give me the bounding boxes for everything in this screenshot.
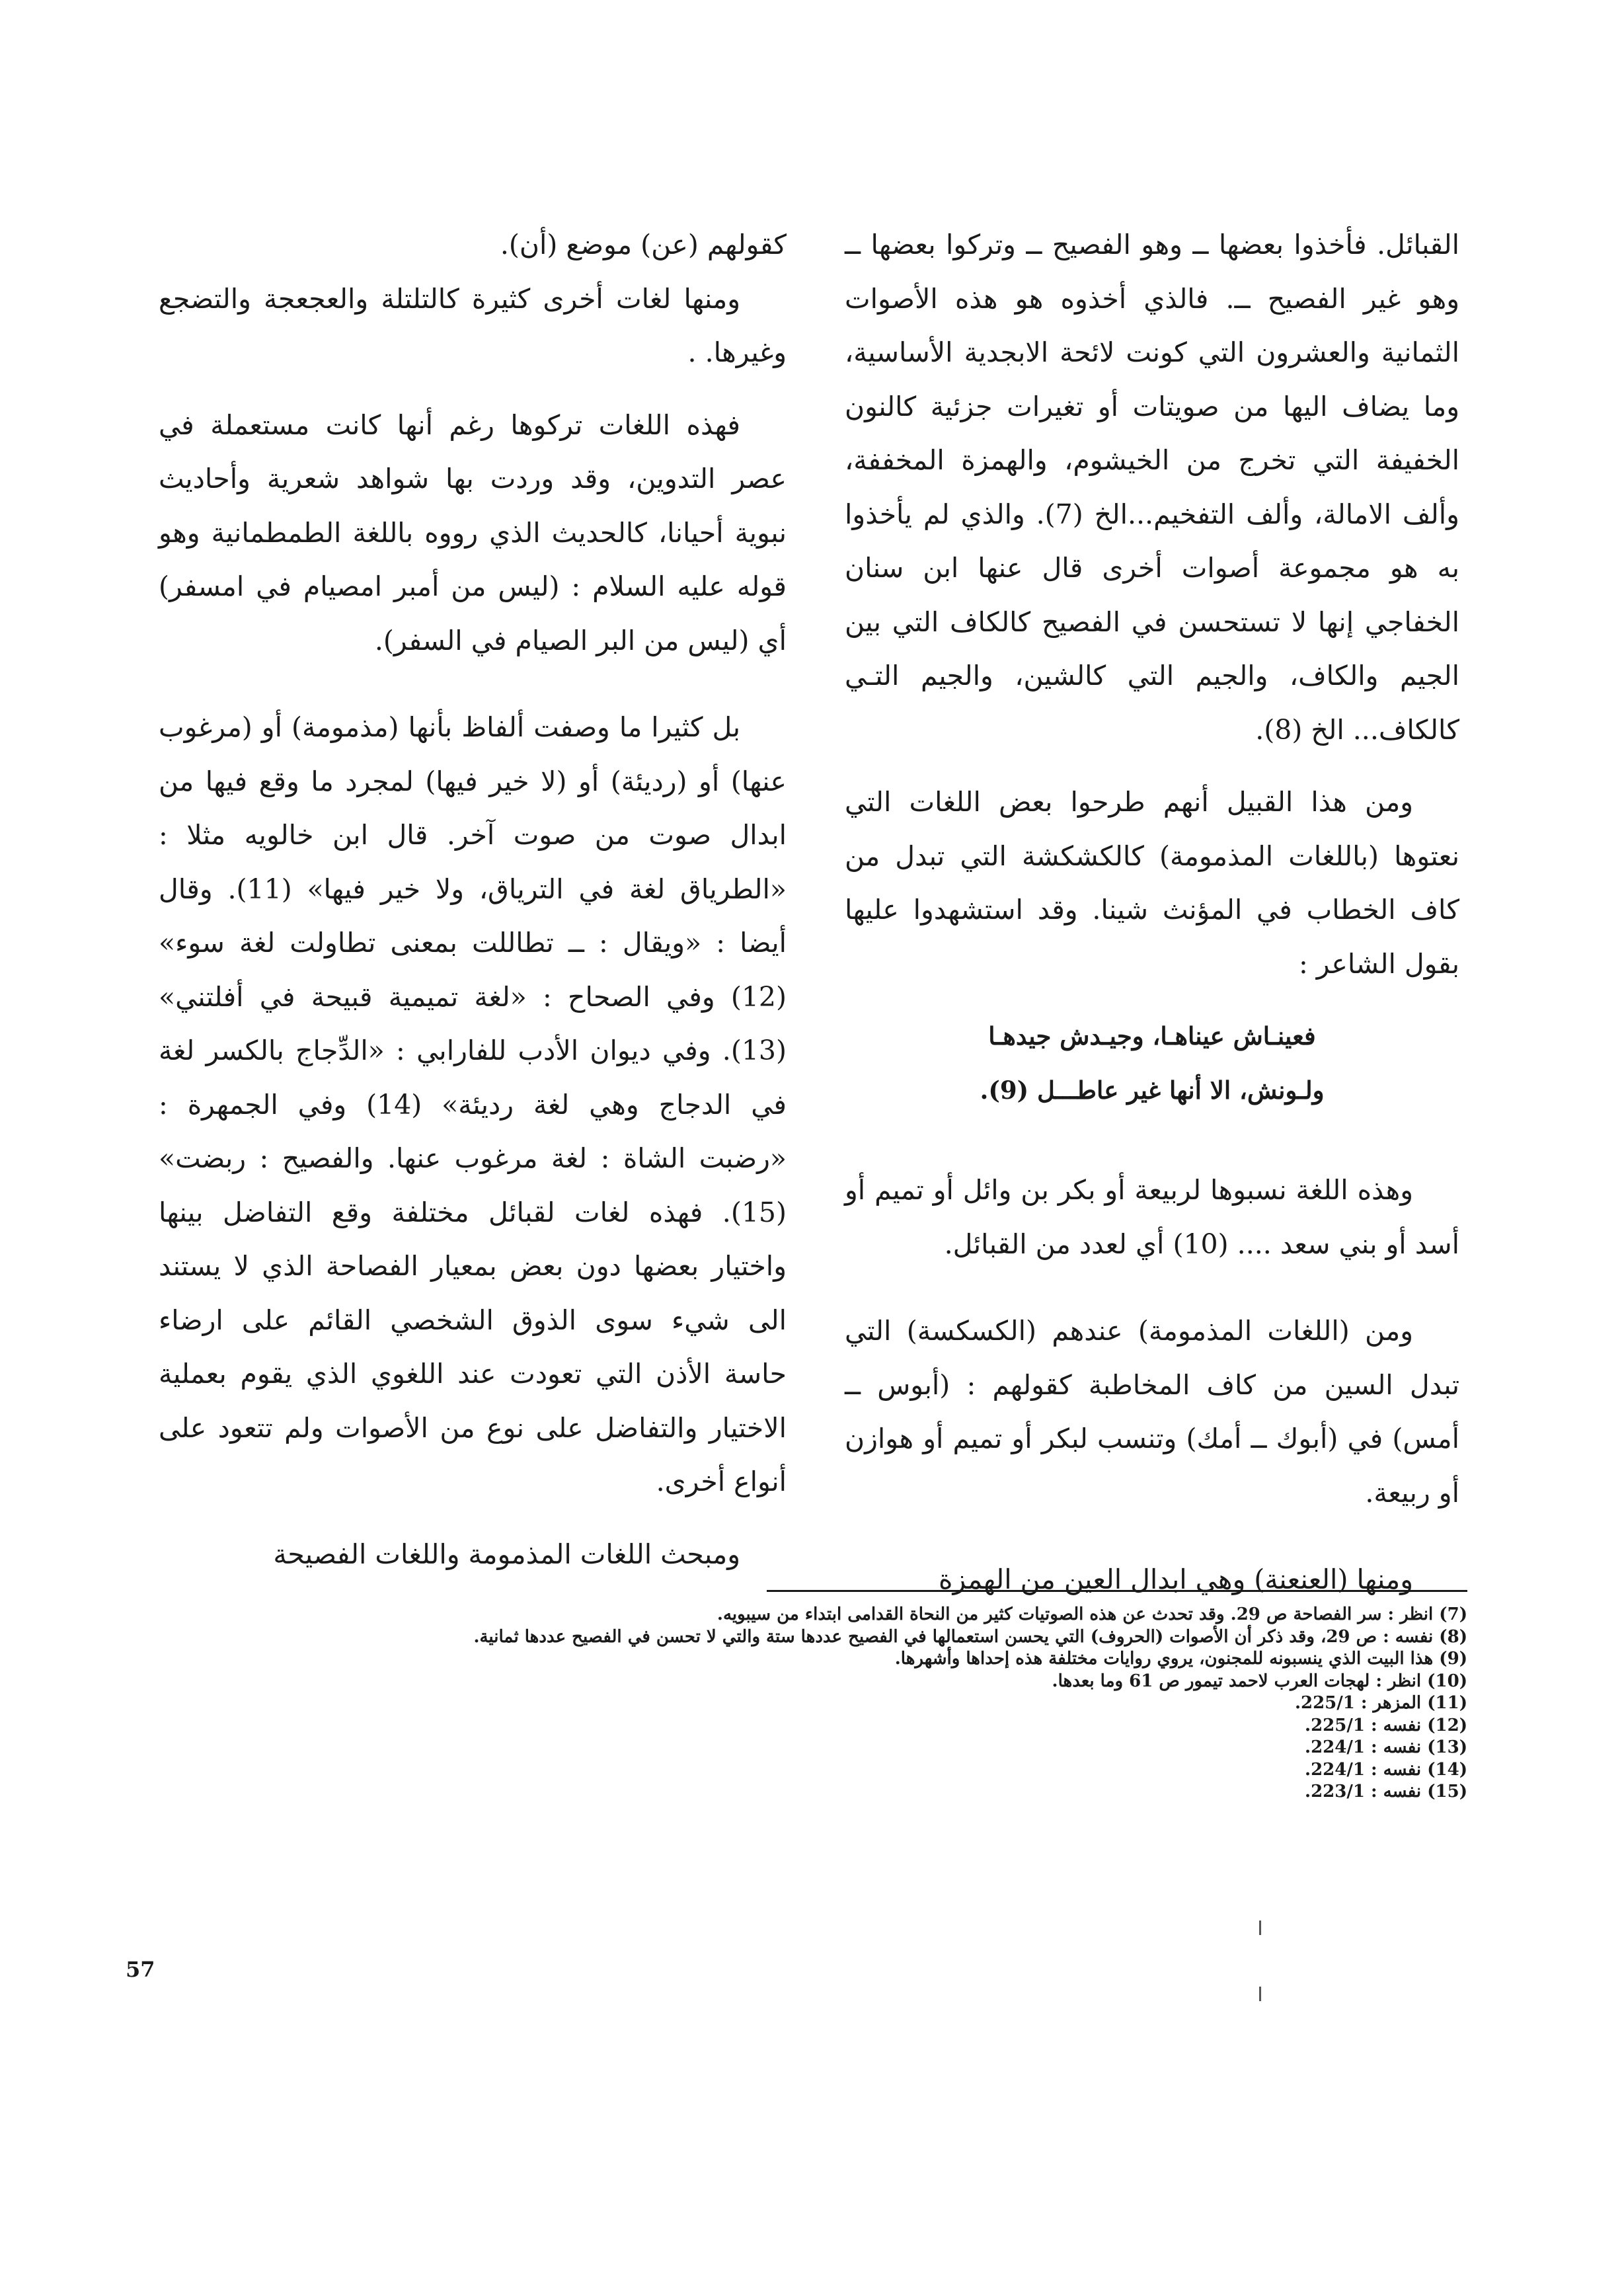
paragraph: وهذه اللغة نسبوها لربيعة أو بكر بن وائل أو تميم أو أسد أو بني سعد .... (10) أي لعدد من القبائل.: [845, 1174, 1459, 1260]
footnote: (14) نفسه : 224/1.: [1305, 1759, 1467, 1780]
paragraph: فهذه اللغات تركوها رغم أنها كانت مستعملة في عصر التدوين، وقد وردت بها شواهد شعرية وأحاديث نبوية أحيانا، كالحديث الذي رووه باللغة الطمطمانية وهو قوله عليه السلام : (ليس من أمبر امصيام في امسفر) أي (ليس من البر الصيام في السفر).: [159, 409, 787, 656]
page-number: 57: [126, 1957, 155, 1982]
footnote: (15) نفسه : 223/1.: [1305, 1782, 1467, 1801]
paragraph: القبائل. فأخذوا بعضها ــ وهو الفصيح ــ وتركوا بعضها ــ وهو غير الفصيح ــ. فالذي أخذوه هو هذه الأصوات الثمانية والعشرون التي كونت لائحة الابجدية الأساسية، وما يضاف اليها من صويتات أو تغيرات جزئية كالنون الخفيفة التي تخرج من الخيشوم، والهمزة المخففة، وألف الامالة، وألف التفخيم...الخ (7). والذي لم يأخذوا به هو مجموعة أصوات أخرى قال عنها ابن سنان الخفاجي إنها لا تستحسن في الفصيح كالكاف التي بين الجيم والكاف، والجيم التي كالشين، والجيم التـي كالكاف... الخ (8).: [845, 229, 1459, 746]
paragraph: ومبحث اللغات المذمومة واللغات الفصيحة: [273, 1538, 740, 1570]
right-column: [845, 218, 1459, 1607]
footnotes: [473, 1590, 1467, 1803]
paragraph: بل كثيرا ما وصفت ألفاظ بأنها (مذمومة) أو (مرغوب عنها) أو (رديئة) أو (لا خير فيها) لمجرد ما وقع فيها من ابدال صوت من صوت آخر. قال ابن خالويه مثلا : «الطرياق لغة في الترياق، ولا خير فيها» (11). وقال أيضا : «ويقال : ــ تطاللت بمعنى تطاولت لغة سوء» (12) وفي الصحاح : «لغة تميمية قبيحة في أفلتني» (13). وفي ديوان الأدب للفارابي : «الدِّجاج بالكسر لغة في الدجاج وهي لغة رديئة» (14) وفي الجمهرة : «رضبت الشاة : لغة مرغوب عنها. والفصيح : ربضت» (15). فهذه لغات لقبائل مختلفة وقع التفاضل بينها واختيار بعضها دون بعض بمعيار الفصاحة الذي لا يستند الى شيء سوى الذوق الشخصي القائم على ارضاء حاسة الأذن التي تعودت عند اللغوي الذي يقوم بعملية الاختيار والتفاضل على نوع من الأصوات ولم تتعود على أنواع أخرى.: [159, 711, 787, 1497]
footnote: (13) نفسه : 224/1.: [1305, 1737, 1467, 1757]
scan-mark: [1259, 1987, 1261, 2001]
paragraph: ومنها لغات أخرى كثيرة كالتلتلة والعجعجة والتضجع وغيرها. .: [159, 282, 787, 368]
verse-line: فعينـاش عيناهـا، وجيـدش جيدهـا: [988, 1021, 1316, 1050]
footnote: (12) نفسه : 225/1.: [1305, 1715, 1467, 1735]
left-column: [159, 218, 787, 1581]
footnote: (7) انظر : سر الفصاحة ص 29. وقد تحدث عن هذه الصوتيات كثير من النحاة القدامى ابتداء من سيبويه.: [716, 1604, 1467, 1624]
footnote: (9) هذا البيت الذي ينسبونه للمجنون، يروي روايات مختلفة هذه إحداها وأشهرها.: [894, 1649, 1467, 1669]
paragraph: كقولهم (عن) موضع (أن).: [500, 229, 787, 260]
poetry-verse: [845, 1009, 1459, 1117]
footnote: (10) انظر : لهجات العرب لاحمد تيمور ص 61 وما بعدها.: [1052, 1671, 1467, 1691]
footnote: (11) المزهر : 225/1.: [1294, 1693, 1467, 1713]
paragraph: ومن هذا القبيل أنهم طرحوا بعض اللغات التي نعتوها (باللغات المذمومة) كالكشكشة التي تبدل من كاف الخطاب في المؤنث شينا. وقد استشهدوا عليها بقول الشاعر :: [845, 786, 1459, 980]
paragraph: ومنها (العنعنة) وهي ابدال العين من الهمزة: [939, 1564, 1413, 1595]
paragraph: ومن (اللغات المذمومة) عندهم (الكسكسة) التي تبدل السين من كاف المخاطبة كقولهم : (أبوس ــ أمس) في (أبوك ــ أمك) وتنسب لبكر أو تميم أو هوازن أو ربيعة.: [845, 1315, 1459, 1509]
footnote: (8) نفسه : ص 29، وقد ذكر أن الأصوات (الحروف) التي يحسن استعمالها في الفصيح عددها ستة والتي لا تحسن في الفصيح عددها ثمانية.: [473, 1626, 1467, 1647]
verse-line: ولـونش، الا أنها غير عاطـــل (9).: [980, 1075, 1325, 1105]
scan-mark: [1259, 1920, 1261, 1935]
